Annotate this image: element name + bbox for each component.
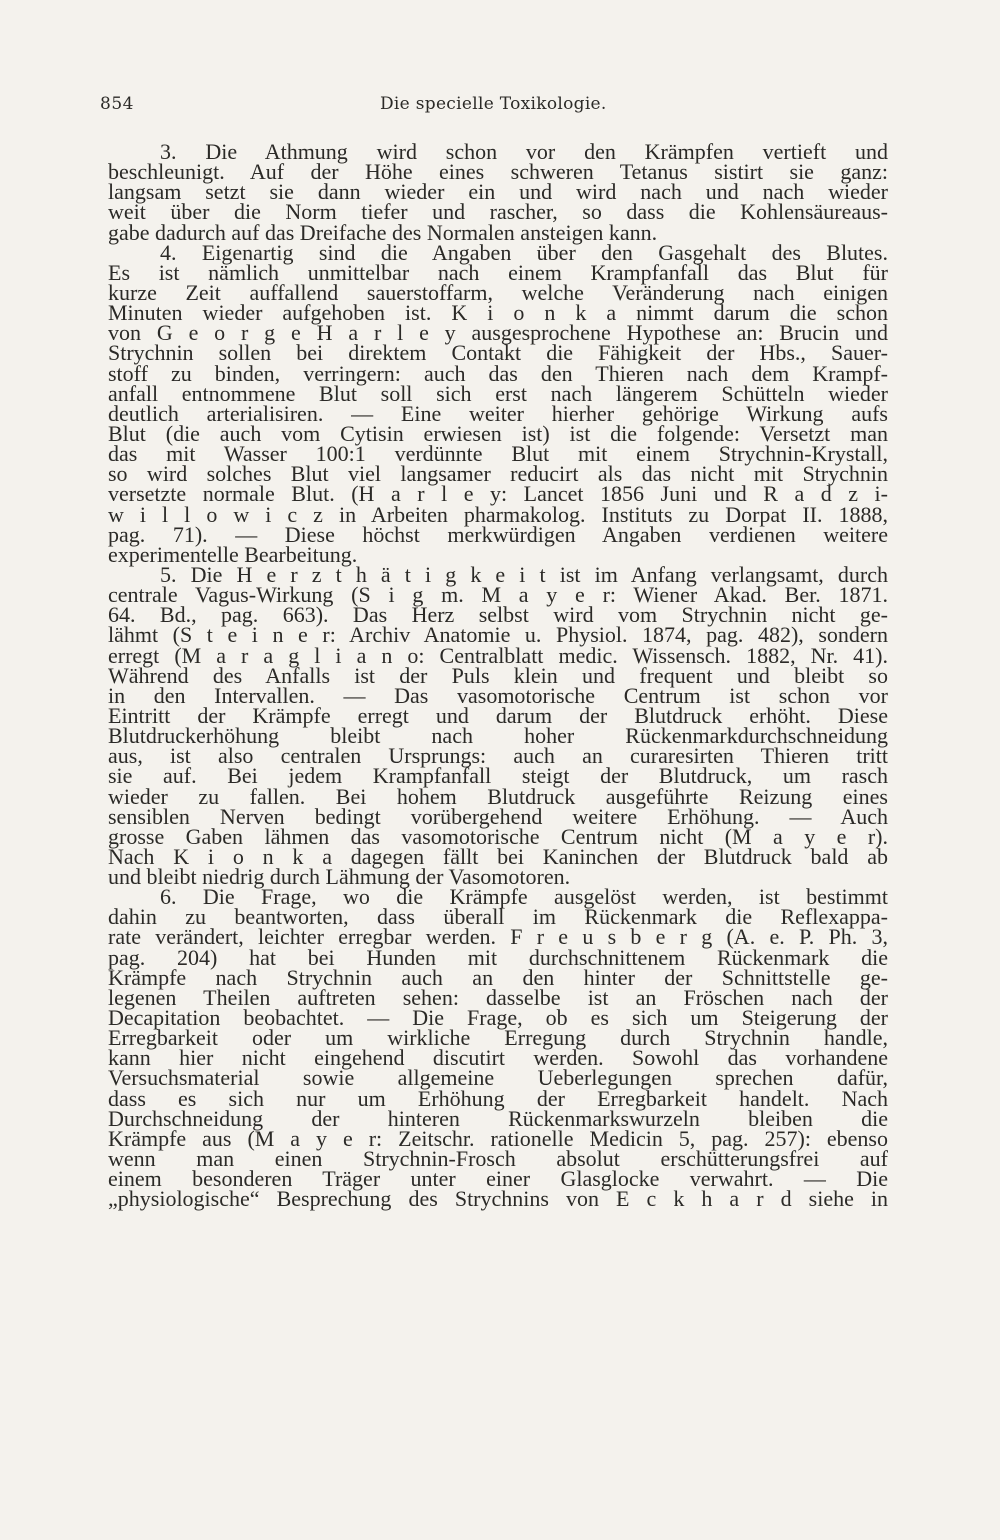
text-line: versetzte normale Blut. (H a r l e y: Lancet 1856 Juni und R a d z i- [108, 481, 888, 507]
text-line: langsam setzt sie dann wieder ein und wird nach und nach wieder [108, 179, 888, 205]
text-line: in den Intervallen. — Das vasomotorische Centrum ist schon vor [108, 682, 888, 708]
text-line: centrale Vagus-Wirkung (S i g m. M a y e r: Wiener Akad. Ber. 1871. [108, 582, 888, 608]
text-line: 64. Bd., pag. 663). Das Herz selbst wird vom Strychnin nicht ge- [108, 602, 888, 628]
text-line: das mit Wasser 100:1 verdünnte Blut mit einem Strychnin-Krystall, [108, 441, 888, 467]
text-line: Krämpfe nach Strychnin auch an den hinter der Schnittstelle ge- [108, 964, 888, 990]
text-line: kurze Zeit auffallend sauerstoffarm, welche Veränderung nach einigen [108, 279, 888, 305]
page-number: 854 [100, 94, 134, 114]
text-line: einem besonderen Träger unter einer Glasglocke verwahrt. — Die [108, 1166, 888, 1192]
text-line: w i l l o w i c z in Arbeiten pharmakolog. Instituts zu Dorpat II. 1888, [108, 501, 888, 527]
text-line: dass es sich nur um Erhöhung der Erregbarkeit handelt. Nach [108, 1085, 888, 1111]
text-line: Nach K i o n k a dagegen fällt bei Kaninchen der Blutdruck bald ab [108, 843, 888, 869]
text-line: von G e o r g e H a r l e y ausgesprochene Hypothese an: Brucin und [108, 320, 888, 346]
text-line: 6. Die Frage, wo die Krämpfe ausgelöst werden, ist bestimmt [160, 884, 888, 910]
text-line: Es ist nämlich unmittelbar nach einem Krampfanfall das Blut für [108, 259, 888, 285]
text-line: pag. 71). — Diese höchst merkwürdigen Angaben verdienen weitere [108, 521, 888, 547]
text-line: pag. 204) hat bei Hunden mit durchschnittenem Rückenmark die [108, 944, 888, 970]
text-line: Versuchsmaterial sowie allgemeine Ueberlegungen sprechen dafür, [108, 1065, 888, 1091]
text-line: erregt (M a r a g l i a n o: Centralblatt medic. Wissensch. 1882, Nr. 41). [108, 642, 888, 668]
text-line: wenn man einen Strychnin-Frosch absolut erschütterungsfrei auf [108, 1146, 888, 1172]
text-line: stoff zu binden, verringern: auch das den Thieren nach dem Krampf- [108, 360, 888, 386]
text-line: Während des Anfalls ist der Puls klein und frequent und bleibt so [108, 662, 888, 688]
text-line: Blut (die auch vom Cytisin erwiesen ist) ist die folgende: Versetzt man [108, 420, 888, 446]
text-line: 4. Eigenartig sind die Angaben über den Gasgehalt des Blutes. [160, 239, 888, 265]
text-line: Erregbarkeit oder um wirkliche Erregung durch Strychnin handle, [108, 1025, 888, 1051]
text-line: „physiologische“ Besprechung des Strychnins von E c k h a r d siehe in [108, 1186, 888, 1212]
text-line: Krämpfe aus (M a y e r: Zeitschr. rationelle Medicin 5, pag. 257): ebenso [108, 1125, 888, 1151]
text-line: weit über die Norm tiefer und rascher, so dass die Kohlensäureaus- [108, 199, 888, 225]
text-line: grosse Gaben lähmen das vasomotorische Centrum nicht (M a y e r). [108, 823, 888, 849]
text-line: Decapitation beobachtet. — Die Frage, ob es sich um Steigerung der [108, 1005, 888, 1031]
text-line: Eintritt der Krämpfe erregt und darum der Blutdruck erhöht. Diese [108, 702, 888, 728]
text-line: aus, ist also centralen Ursprungs: auch an curaresirten Thieren tritt [108, 743, 888, 769]
page-header [100, 94, 890, 120]
text-line: legenen Theilen auftreten sehen: dasselbe ist an Fröschen nach der [108, 984, 888, 1010]
text-line: anfall entnommene Blut soll sich erst nach längerem Schütteln wieder [108, 380, 888, 406]
text-line: wieder zu fallen. Bei hohem Blutdruck ausgeführte Reizung eines [108, 783, 888, 809]
text-line: experimentelle Bearbeitung. [108, 541, 358, 567]
text-line: kann hier nicht eingehend discutirt werden. Sowohl das vorhandene [108, 1045, 888, 1071]
text-line: gabe dadurch auf das Dreifache des Normalen ansteigen kann. [108, 219, 658, 245]
text-line: Minuten wieder aufgehoben ist. K i o n k a nimmt darum die schon [108, 300, 888, 326]
running-head: Die specielle Toxikologie. [380, 94, 607, 114]
text-line: lähmt (S t e i n e r: Archiv Anatomie u. Physiol. 1874, pag. 482), sondern [108, 622, 888, 648]
text-line: Strychnin sollen bei direktem Contakt die Fähigkeit der Hbs., Sauer- [108, 340, 888, 366]
text-line: so wird solches Blut viel langsamer reducirt als das nicht mit Strychnin [108, 461, 888, 487]
text-line: sensiblen Nerven bedingt vorübergehend weitere Erhöhung. — Auch [108, 803, 888, 829]
text-line: deutlich arterialisiren. — Eine weiter hierher gehörige Wirkung aufs [108, 400, 888, 426]
text-line: 3. Die Athmung wird schon vor den Krämpfen vertieft und [160, 139, 888, 164]
text-line: dahin zu beantworten, dass überall im Rückenmark die Reflexappa- [108, 904, 888, 930]
text-line: und bleibt niedrig durch Lähmung der Vasomotoren. [108, 864, 571, 890]
text-line: sie auf. Bei jedem Krampfanfall steigt der Blutdruck, um rasch [108, 763, 888, 789]
text-line: 5. Die H e r z t h ä t i g k e i t ist im Anfang verlangsamt, durch [160, 561, 888, 587]
text-line: rate verändert, leichter erregbar werden. F r e u s b e r g (A. e. P. Ph. 3, [108, 924, 888, 950]
text-line: Blutdruckerhöhung bleibt nach hoher Rückenmarkdurchschneidung [108, 723, 888, 749]
text-line: beschleunigt. Auf der Höhe eines schweren Tetanus sistirt sie ganz: [108, 159, 888, 185]
text-line: Durchschneidung der hinteren Rückenmarkswurzeln bleiben die [108, 1105, 888, 1131]
body-text [108, 139, 888, 1212]
